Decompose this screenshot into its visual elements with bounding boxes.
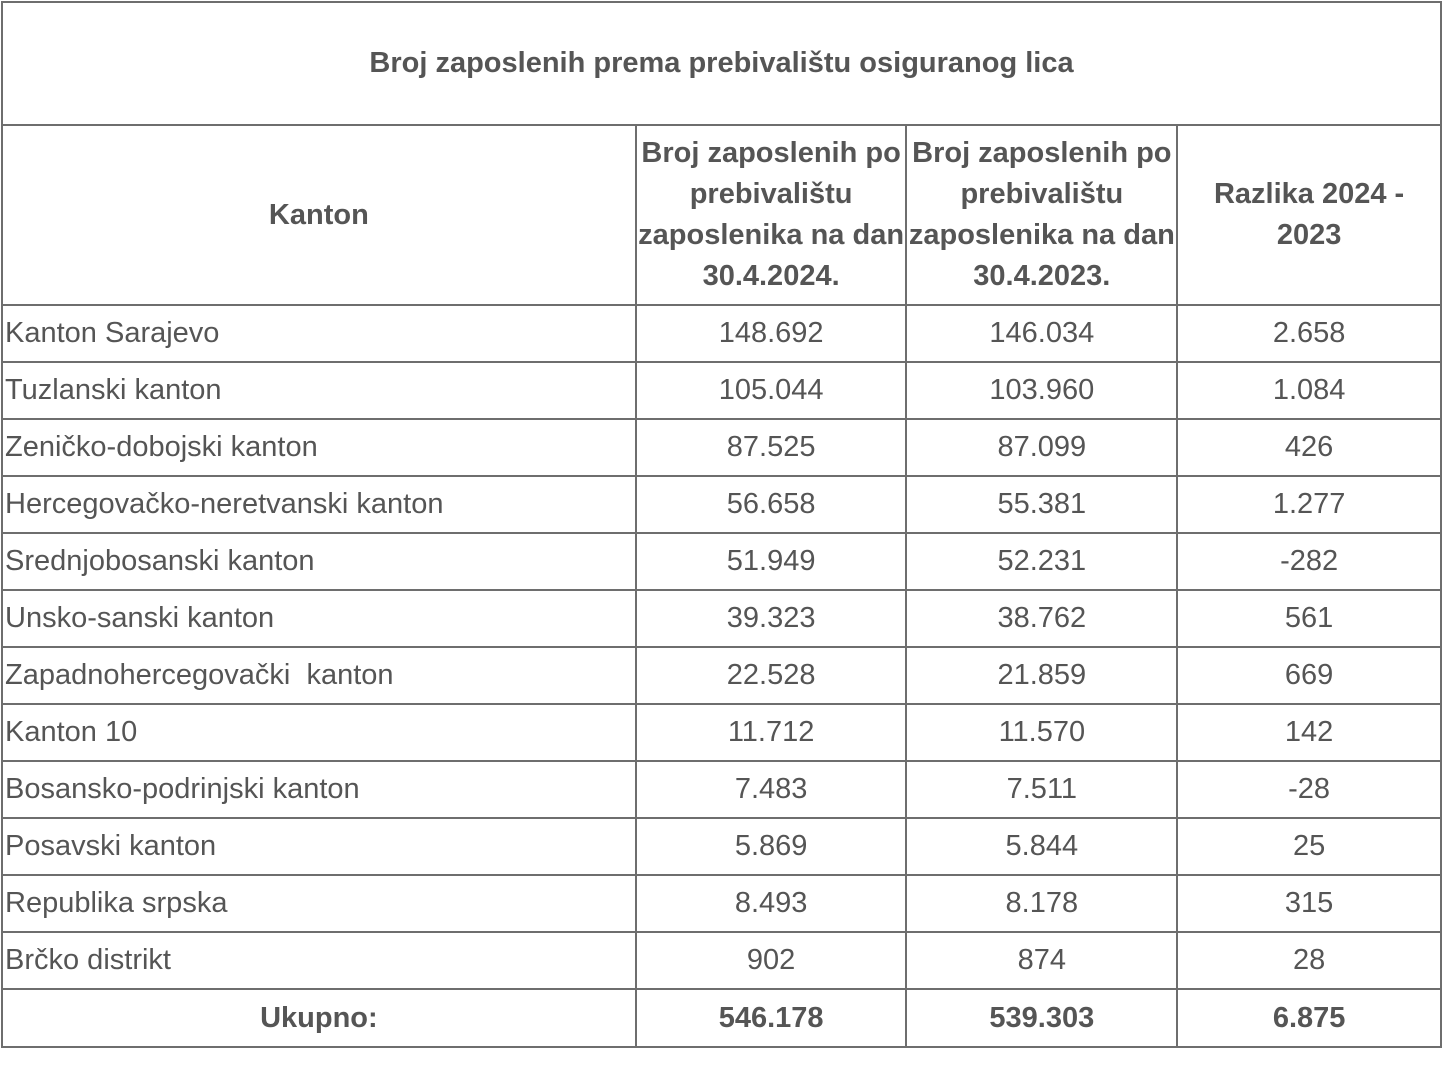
table-row	[2, 590, 1441, 647]
kanton-name: Srednjobosanski kanton	[2, 533, 636, 590]
count-2023: 11.570	[906, 704, 1177, 761]
count-2024: 8.493	[636, 875, 907, 932]
count-2024: 7.483	[636, 761, 907, 818]
count-2023: 8.178	[906, 875, 1177, 932]
kanton-name: Zeničko-dobojski kanton	[2, 419, 636, 476]
table-row	[2, 818, 1441, 875]
total-difference: 6.875	[1177, 989, 1441, 1047]
table-row	[2, 647, 1441, 704]
difference: 1.084	[1177, 362, 1441, 419]
count-2024: 56.658	[636, 476, 907, 533]
table-title: Broj zaposlenih prema prebivalištu osiguranog lica	[2, 2, 1441, 125]
total-label: Ukupno:	[2, 989, 636, 1047]
difference: 426	[1177, 419, 1441, 476]
count-2023: 38.762	[906, 590, 1177, 647]
count-2024: 87.525	[636, 419, 907, 476]
difference: 561	[1177, 590, 1441, 647]
kanton-name: Republika srpska	[2, 875, 636, 932]
difference: 142	[1177, 704, 1441, 761]
table-row	[2, 533, 1441, 590]
count-2023: 5.844	[906, 818, 1177, 875]
count-2023: 55.381	[906, 476, 1177, 533]
count-2024: 105.044	[636, 362, 907, 419]
table-row	[2, 362, 1441, 419]
employment-table	[1, 1, 1442, 1048]
kanton-name: Unsko-sanski kanton	[2, 590, 636, 647]
difference: 28	[1177, 932, 1441, 989]
kanton-name: Zapadnohercegovački kanton	[2, 647, 636, 704]
total-row	[2, 989, 1441, 1047]
count-2023: 21.859	[906, 647, 1177, 704]
table-row	[2, 704, 1441, 761]
kanton-name: Posavski kanton	[2, 818, 636, 875]
table-row	[2, 419, 1441, 476]
count-2024: 5.869	[636, 818, 907, 875]
count-2024: 902	[636, 932, 907, 989]
count-2023: 7.511	[906, 761, 1177, 818]
header-difference: Razlika 2024 - 2023	[1177, 125, 1441, 305]
difference: 1.277	[1177, 476, 1441, 533]
difference: -282	[1177, 533, 1441, 590]
difference: 315	[1177, 875, 1441, 932]
count-2023: 52.231	[906, 533, 1177, 590]
kanton-name: Kanton Sarajevo	[2, 305, 636, 362]
difference: -28	[1177, 761, 1441, 818]
count-2023: 103.960	[906, 362, 1177, 419]
difference: 2.658	[1177, 305, 1441, 362]
header-count-2023: Broj zaposlenih po prebivalištu zaposlenika na dan 30.4.2023.	[906, 125, 1177, 305]
header-row	[2, 125, 1441, 305]
header-count-2024: Broj zaposlenih po prebivalištu zaposlenika na dan 30.4.2024.	[636, 125, 907, 305]
count-2023: 874	[906, 932, 1177, 989]
difference: 25	[1177, 818, 1441, 875]
table-row	[2, 476, 1441, 533]
total-count-2024: 546.178	[636, 989, 907, 1047]
kanton-name: Bosansko-podrinjski kanton	[2, 761, 636, 818]
header-kanton: Kanton	[2, 125, 636, 305]
count-2024: 11.712	[636, 704, 907, 761]
title-row	[2, 2, 1441, 125]
count-2023: 87.099	[906, 419, 1177, 476]
kanton-name: Brčko distrikt	[2, 932, 636, 989]
kanton-name: Tuzlanski kanton	[2, 362, 636, 419]
table-row	[2, 875, 1441, 932]
count-2024: 148.692	[636, 305, 907, 362]
table-row	[2, 305, 1441, 362]
count-2024: 22.528	[636, 647, 907, 704]
total-count-2023: 539.303	[906, 989, 1177, 1047]
count-2024: 39.323	[636, 590, 907, 647]
kanton-name: Kanton 10	[2, 704, 636, 761]
table-row	[2, 932, 1441, 989]
kanton-name: Hercegovačko-neretvanski kanton	[2, 476, 636, 533]
count-2023: 146.034	[906, 305, 1177, 362]
count-2024: 51.949	[636, 533, 907, 590]
difference: 669	[1177, 647, 1441, 704]
table-row	[2, 761, 1441, 818]
